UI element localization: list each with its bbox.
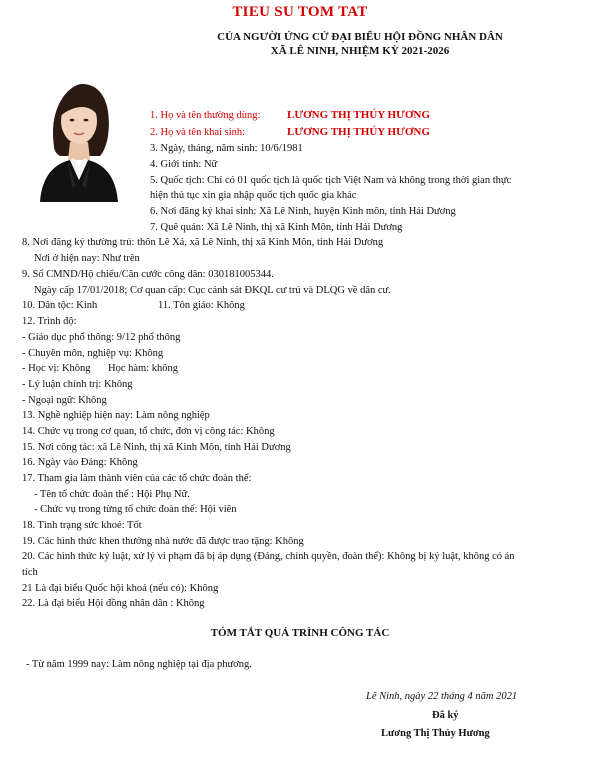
signature-place-date: Lê Ninh, ngày 22 tháng 4 năm 2021 bbox=[366, 691, 518, 702]
field-health: 18. Tình trạng sức khoẻ: Tốt bbox=[22, 520, 142, 531]
field-occupation: 13. Nghề nghiệp hiện nay: Làm nông nghiệp bbox=[22, 410, 210, 421]
field-permanent-address: 8. Nơi đăng ký thường trú: thôn Lê Xá, xã Lê Ninh, thị xã Kinh Môn, tỉnh Hải Dương bbox=[22, 237, 384, 248]
field-nationality-cont: hiện thủ tục xin gia nhập quốc tịch quốc gia khác bbox=[150, 190, 357, 201]
field-organization-name: - Tên tổ chức đoàn thể : Hội Phụ Nữ. bbox=[34, 489, 190, 500]
field-party-date: 16. Ngày vào Đảng: Không bbox=[22, 457, 138, 468]
field-general-education: - Giáo dục phổ thông: 9/12 phổ thông bbox=[22, 332, 181, 343]
field-common-name-value: LƯƠNG THỊ THÚY HƯƠNG bbox=[287, 109, 430, 121]
document-subtitle-2: XÃ LÊ NINH, NHIỆM KỲ 2021-2026 bbox=[270, 45, 450, 57]
field-current-address: Nơi ở hiện nay: Như trên bbox=[34, 253, 140, 264]
field-workplace: 15. Nơi công tác: xã Lê Ninh, thị xã Kinh Môn, tỉnh Hải Dương bbox=[22, 442, 291, 453]
field-birth-name-label: 2. Họ và tên khai sinh: bbox=[150, 127, 246, 138]
field-hometown: 7. Quê quán: Xã Lê Ninh, thị xã Kinh Môn, tỉnh Hải Dương bbox=[150, 222, 403, 233]
field-peoples-council: 22. Là đại biểu Hội đồng nhân dân : Không bbox=[22, 598, 205, 609]
field-ethnicity: 10. Dân tộc: Kinh bbox=[22, 300, 98, 311]
field-profession: - Chuyên môn, nghiệp vụ: Không bbox=[22, 348, 164, 359]
work-summary-title: TÓM TẮT QUÁ TRÌNH CÔNG TÁC bbox=[210, 627, 390, 639]
field-birth-name-value: LƯƠNG THỊ THÚY HƯƠNG bbox=[287, 126, 430, 138]
field-political-theory: - Lý luận chính trị: Không bbox=[22, 379, 133, 390]
field-gender: 4. Giới tính: Nữ bbox=[150, 159, 218, 170]
portrait-photo-icon bbox=[30, 76, 128, 202]
field-organization-role: - Chức vụ trong từng tổ chức đoàn thể: Hội viên bbox=[34, 504, 237, 515]
field-discipline: 20. Các hình thức kỷ luật, xử lý vi phạm đã bị áp dụng (Đảng, chính quyền, đoàn thể): Không bị kỷ luật, không có án bbox=[22, 551, 515, 562]
document-title: TIEU SU TOM TAT bbox=[232, 4, 368, 20]
field-id-issue: Ngày cấp 17/01/2018; Cơ quan cấp: Cục cảnh sát ĐKQL cư trú và DLQG về dân cư. bbox=[34, 285, 391, 296]
field-awards: 19. Các hình thức khen thưởng nhà nước đã được trao tặng: Không bbox=[22, 536, 304, 547]
field-degree: - Học vị: Không bbox=[22, 363, 91, 374]
field-organizations: 17. Tham gia làm thành viên của các tổ chức đoàn thể: bbox=[22, 473, 252, 484]
field-id-number: 9. Số CMND/Hộ chiếu/Căn cước công dân: 030181005344. bbox=[22, 269, 274, 280]
field-foreign-language: - Ngoại ngữ: Không bbox=[22, 395, 107, 406]
field-education-heading: 12. Trình độ: bbox=[22, 316, 77, 327]
field-discipline-cont: tích bbox=[22, 567, 38, 578]
field-position: 14. Chức vụ trong cơ quan, tổ chức, đơn vị công tác: Không bbox=[22, 426, 275, 437]
field-birth-registration: 6. Nơi đăng ký khai sinh: Xã Lê Ninh, huyện Kinh môn, tỉnh Hải Dương bbox=[150, 206, 456, 217]
field-birth-date: 3. Ngày, tháng, năm sinh: 10/6/1981 bbox=[150, 143, 303, 154]
field-nationality: 5. Quốc tịch: Chỉ có 01 quốc tịch là quốc tịch Việt Nam và không trong thời gian thực bbox=[150, 175, 512, 186]
field-national-assembly: 21 Là đại biểu Quốc hội khoá (nếu có): Không bbox=[22, 583, 219, 594]
field-academic-title: Học hàm: không bbox=[108, 363, 178, 374]
document-subtitle-1: CỦA NGƯỜI ỨNG CỬ ĐẠI BIỂU HỘI ĐỒNG NHÂN DÂN bbox=[217, 31, 503, 43]
work-summary-item: - Từ năm 1999 nay: Làm nông nghiệp tại địa phương. bbox=[26, 659, 252, 670]
field-religion: 11. Tôn giáo: Không bbox=[158, 300, 245, 311]
portrait-photo bbox=[30, 76, 128, 202]
field-common-name-label: 1. Họ và tên thường dùng: bbox=[150, 110, 261, 121]
signature-status: Đã ký bbox=[432, 710, 459, 721]
signature-name: Lương Thị Thủy Hương bbox=[381, 728, 490, 739]
